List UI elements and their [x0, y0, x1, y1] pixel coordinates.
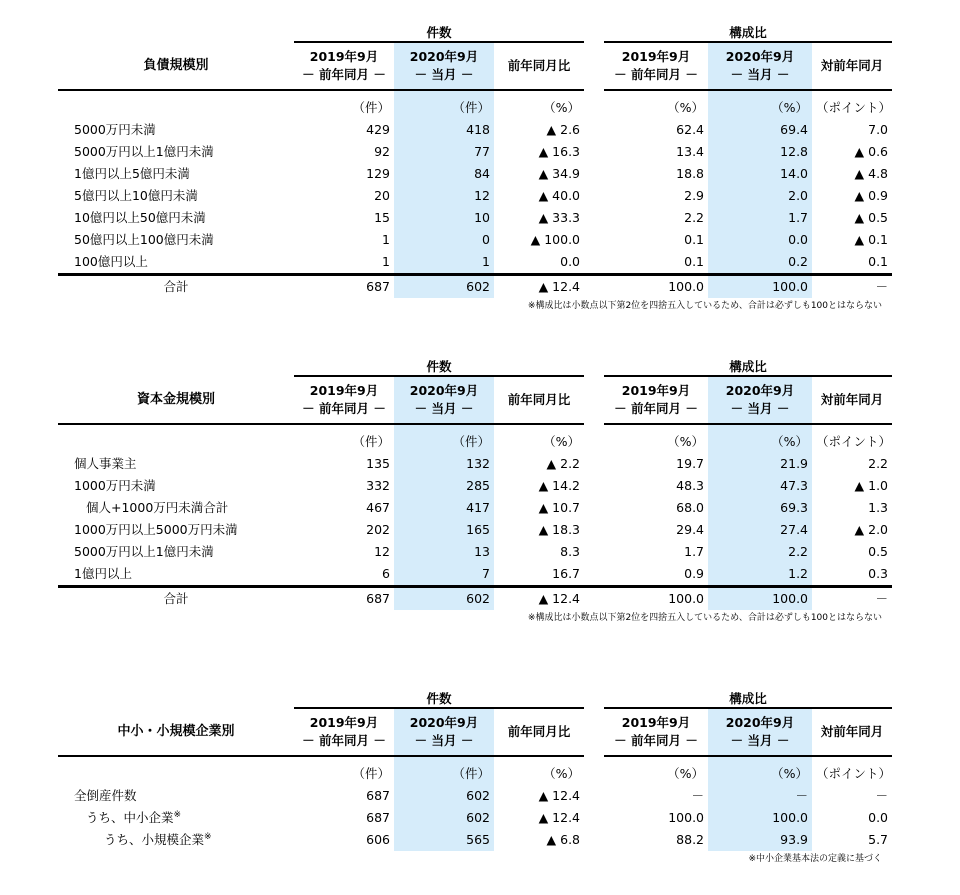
- footnote-mark: ※: [204, 831, 212, 842]
- share-diff: 7.0: [868, 122, 889, 137]
- unit-row: [58, 97, 892, 119]
- table-row: [58, 141, 892, 163]
- total-share-diff: －: [875, 591, 889, 606]
- capital-scale-table: [58, 358, 892, 610]
- table-row: [58, 563, 892, 587]
- total-row: [58, 587, 892, 611]
- row-label: 個人+1000万円未満合計: [86, 500, 229, 515]
- yoy-ratio: ▲ 12.4: [538, 810, 581, 825]
- yoy-ratio: ▲ 40.0: [538, 188, 581, 203]
- current-count: 165: [394, 519, 494, 541]
- current-share: 27.4: [708, 519, 812, 541]
- unit-count: （件）: [352, 100, 390, 115]
- prev-count: 606: [366, 832, 390, 847]
- share-diff: 5.7: [868, 832, 889, 847]
- row-label: 全倒産件数: [74, 788, 137, 803]
- current-month-share-header: 2020年9月 － 当月 －: [708, 42, 812, 90]
- prev-count: 332: [366, 478, 390, 493]
- debt-scale-section: [58, 24, 892, 314]
- current-share: 2.0: [708, 185, 812, 207]
- row-label: 50億円以上100億円未満: [74, 232, 214, 247]
- yoy-point-header: 対前年同月: [812, 708, 892, 756]
- current-count: 602: [394, 785, 494, 807]
- current-share: 1.2: [708, 563, 812, 587]
- footnote: ※中小企業基本法の定義に基づく: [748, 854, 882, 864]
- unit-row: [58, 431, 892, 453]
- table-row: [58, 519, 892, 541]
- unit-point: （ポイント）: [816, 766, 892, 781]
- prev-month-share-header: 2019年9月 － 前年同月 －: [604, 42, 708, 90]
- prev-share: 18.8: [676, 166, 705, 181]
- row-label: うち、中小企業※: [86, 809, 182, 825]
- prev-share: 48.3: [676, 478, 705, 493]
- current-share: 47.3: [708, 475, 812, 497]
- current-share: 0.2: [708, 251, 812, 275]
- prev-count: 1: [294, 251, 394, 275]
- prev-count: 687: [366, 788, 390, 803]
- yoy-ratio: 16.7: [494, 563, 584, 587]
- table-title: 中小・小規模企業別: [58, 708, 294, 756]
- current-share: 100.0: [708, 807, 812, 829]
- yoy-ratio: ▲ 34.9: [538, 166, 581, 181]
- current-share: －: [708, 785, 812, 807]
- prev-share: 0.1: [684, 232, 705, 247]
- prev-month-header: 2019年9月 － 前年同月 －: [294, 708, 394, 756]
- current-month-header: 2020年9月 － 当月 －: [394, 708, 494, 756]
- current-count: 602: [394, 807, 494, 829]
- total-yoy: ▲ 12.4: [538, 591, 581, 606]
- unit-pct: （%）: [667, 100, 705, 115]
- row-label: 10億円以上50億円未満: [74, 210, 206, 225]
- yoy-ratio-header: 前年同月比: [494, 708, 584, 756]
- table-row: [58, 185, 892, 207]
- yoy-ratio: ▲ 10.7: [538, 500, 581, 515]
- prev-share: 0.1: [604, 251, 708, 275]
- current-share: 69.4: [708, 119, 812, 141]
- count-group-label: 件数: [294, 24, 584, 42]
- share-diff: 0.3: [812, 563, 892, 587]
- share-diff: ▲ 0.6: [854, 144, 889, 159]
- prev-count: 687: [366, 810, 390, 825]
- unit-pct: （%）: [543, 100, 581, 115]
- prev-share: 2.9: [684, 188, 705, 203]
- total-row: [58, 275, 892, 299]
- current-count: 132: [394, 453, 494, 475]
- yoy-ratio: ▲ 2.2: [546, 456, 581, 471]
- total-prev: 687: [366, 279, 390, 294]
- current-share: 2.2: [708, 541, 812, 563]
- share-diff: ▲ 0.5: [854, 210, 889, 225]
- share-diff: ▲ 0.9: [854, 188, 889, 203]
- current-month-share-header: 2020年9月 － 当月 －: [708, 376, 812, 424]
- current-count: 285: [394, 475, 494, 497]
- yoy-ratio: ▲ 6.8: [546, 832, 581, 847]
- total-share-diff: －: [875, 279, 889, 294]
- unit-count: （件）: [352, 766, 390, 781]
- total-share-cur: 100.0: [708, 587, 812, 611]
- yoy-ratio: ▲ 18.3: [538, 522, 581, 537]
- composition-group-label: 構成比: [604, 24, 892, 42]
- unit-pct: （%）: [543, 434, 581, 449]
- yoy-ratio: ▲ 33.3: [538, 210, 581, 225]
- prev-count: 6: [294, 563, 394, 587]
- table-row: [58, 163, 892, 185]
- prev-count: 92: [374, 144, 390, 159]
- prev-month-share-header: 2019年9月 － 前年同月 －: [604, 376, 708, 424]
- table-row: [58, 229, 892, 251]
- yoy-point-header: 対前年同月: [812, 42, 892, 90]
- unit-pct: （%）: [667, 766, 705, 781]
- unit-count: （件）: [352, 434, 390, 449]
- yoy-ratio: ▲ 16.3: [538, 144, 581, 159]
- unit-pct: （%）: [708, 431, 812, 453]
- current-share: 12.8: [708, 141, 812, 163]
- prev-count: 429: [366, 122, 390, 137]
- prev-count: 467: [366, 500, 390, 515]
- unit-pct: （%）: [667, 434, 705, 449]
- yoy-ratio: 8.3: [560, 544, 581, 559]
- unit-point: （ポイント）: [816, 100, 892, 115]
- current-share: 1.7: [708, 207, 812, 229]
- total-label: 合計: [163, 591, 189, 606]
- footnote: ※構成比は小数点以下第2位を四捨五入しているため、合計は必ずしも100とはならない: [527, 613, 882, 623]
- total-yoy: ▲ 12.4: [538, 279, 581, 294]
- current-share: 93.9: [708, 829, 812, 851]
- unit-count: （件）: [394, 97, 494, 119]
- share-diff: ▲ 1.0: [854, 478, 889, 493]
- row-label: 5億円以上10億円未満: [74, 188, 198, 203]
- table-row: [58, 475, 892, 497]
- total-label: 合計: [163, 279, 189, 294]
- row-label: 1000万円以上5000万円未満: [74, 522, 238, 537]
- table-row: [58, 453, 892, 475]
- table-row: [58, 207, 892, 229]
- prev-share: 68.0: [676, 500, 705, 515]
- unit-count: （件）: [394, 763, 494, 785]
- yoy-ratio: ▲ 2.6: [546, 122, 581, 137]
- prev-count: 15: [374, 210, 390, 225]
- yoy-point-header: 対前年同月: [812, 376, 892, 424]
- current-count: 12: [394, 185, 494, 207]
- table-row: [58, 829, 892, 851]
- prev-count: 12: [374, 544, 390, 559]
- table-row: [58, 785, 892, 807]
- prev-share: 0.9: [604, 563, 708, 587]
- prev-month-share-header: 2019年9月 － 前年同月 －: [604, 708, 708, 756]
- share-diff: ▲ 0.1: [854, 232, 889, 247]
- row-label: 1億円以上: [58, 563, 294, 587]
- unit-pct: （%）: [708, 97, 812, 119]
- prev-share: 62.4: [676, 122, 705, 137]
- share-diff: －: [875, 788, 889, 803]
- yoy-ratio: ▲ 12.4: [538, 788, 581, 803]
- share-diff: 0.0: [868, 810, 889, 825]
- current-count: 1: [394, 251, 494, 275]
- row-label: 5000万円以上1億円未満: [74, 544, 214, 559]
- unit-count: （件）: [394, 431, 494, 453]
- composition-group-label: 構成比: [604, 690, 892, 708]
- row-label: 5000万円未満: [74, 122, 156, 137]
- table-row: [58, 807, 892, 829]
- total-cur: 602: [394, 587, 494, 611]
- count-group-label: 件数: [294, 690, 584, 708]
- row-label: 5000万円以上1億円未満: [74, 144, 214, 159]
- count-group-label: 件数: [294, 358, 584, 376]
- current-share: 69.3: [708, 497, 812, 519]
- prev-count: 135: [366, 456, 390, 471]
- table-row: [58, 119, 892, 141]
- share-diff: 2.2: [868, 456, 889, 471]
- share-diff: ▲ 2.0: [854, 522, 889, 537]
- prev-share: 100.0: [668, 810, 705, 825]
- share-diff: ▲ 4.8: [854, 166, 889, 181]
- unit-pct: （%）: [708, 763, 812, 785]
- prev-share: 1.7: [684, 544, 705, 559]
- total-share-prev: 100.0: [668, 279, 705, 294]
- table-title: 負債規模別: [58, 42, 294, 90]
- table-title: 資本金規模別: [58, 376, 294, 424]
- current-month-header: 2020年9月 － 当月 －: [394, 42, 494, 90]
- prev-count: 129: [366, 166, 390, 181]
- current-count: 7: [394, 563, 494, 587]
- sme-table: [58, 690, 892, 851]
- footnote-mark: ※: [173, 809, 182, 820]
- unit-row: [58, 763, 892, 785]
- yoy-ratio: 0.0: [494, 251, 584, 275]
- prev-count: 1: [382, 232, 390, 247]
- yoy-ratio: ▲ 100.0: [530, 232, 581, 247]
- prev-share: －: [691, 788, 705, 803]
- total-cur: 602: [394, 275, 494, 299]
- table-row: [58, 497, 892, 519]
- current-count: 0: [394, 229, 494, 251]
- unit-pct: （%）: [543, 766, 581, 781]
- prev-count: 202: [366, 522, 390, 537]
- current-count: 84: [394, 163, 494, 185]
- current-month-share-header: 2020年9月 － 当月 －: [708, 708, 812, 756]
- total-prev: 687: [366, 591, 390, 606]
- row-label: 1000万円未満: [74, 478, 156, 493]
- table-row: [58, 251, 892, 275]
- yoy-ratio: ▲ 14.2: [538, 478, 581, 493]
- prev-share: 19.7: [676, 456, 705, 471]
- current-count: 77: [394, 141, 494, 163]
- row-label: 1億円以上5億円未満: [74, 166, 190, 181]
- prev-share: 88.2: [676, 832, 705, 847]
- prev-share: 2.2: [684, 210, 705, 225]
- yoy-ratio-header: 前年同月比: [494, 42, 584, 90]
- current-share: 14.0: [708, 163, 812, 185]
- total-share-prev: 100.0: [668, 591, 705, 606]
- prev-share: 29.4: [676, 522, 705, 537]
- current-count: 417: [394, 497, 494, 519]
- prev-count: 20: [374, 188, 390, 203]
- prev-share: 13.4: [676, 144, 705, 159]
- current-count: 10: [394, 207, 494, 229]
- current-count: 565: [394, 829, 494, 851]
- sme-section: [58, 690, 892, 867]
- footnote: ※構成比は小数点以下第2位を四捨五入しているため、合計は必ずしも100とはならない: [527, 301, 882, 311]
- current-count: 13: [394, 541, 494, 563]
- debt-scale-table: [58, 24, 892, 298]
- table-row: [58, 541, 892, 563]
- row-label: うち、小規模企業※: [104, 831, 212, 847]
- prev-month-header: 2019年9月 － 前年同月 －: [294, 42, 394, 90]
- share-diff: 0.1: [812, 251, 892, 275]
- share-diff: 1.3: [868, 500, 889, 515]
- yoy-ratio-header: 前年同月比: [494, 376, 584, 424]
- current-count: 418: [394, 119, 494, 141]
- share-diff: 0.5: [868, 544, 889, 559]
- total-share-cur: 100.0: [708, 275, 812, 299]
- unit-point: （ポイント）: [816, 434, 892, 449]
- current-share: 0.0: [708, 229, 812, 251]
- row-label: 個人事業主: [74, 456, 137, 471]
- current-month-header: 2020年9月 － 当月 －: [394, 376, 494, 424]
- row-label: 100億円以上: [58, 251, 294, 275]
- composition-group-label: 構成比: [604, 358, 892, 376]
- capital-scale-section: [58, 358, 892, 626]
- prev-month-header: 2019年9月 － 前年同月 －: [294, 376, 394, 424]
- current-share: 21.9: [708, 453, 812, 475]
